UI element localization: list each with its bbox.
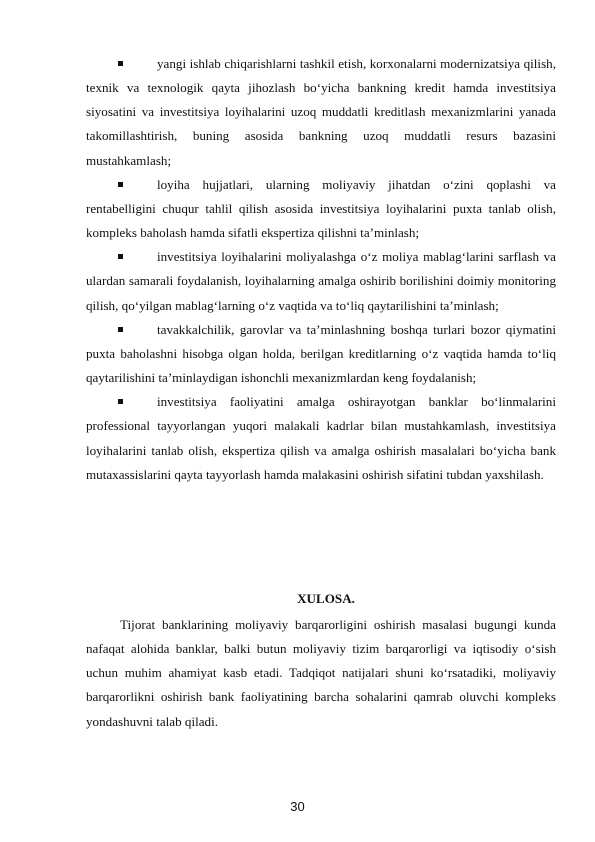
section-heading xyxy=(86,587,556,611)
list-item-text: loyiha hujjatlari, ularning moliyaviy jihatdan o‘zini qoplashi va rentabelligini chuqur tahlil qilish asosida investitsiya loyihalarini puxta tanlab olish, kompleks baholash hamda sifatli ekspertiza qilishni ta’minlash; xyxy=(86,176,556,241)
square-bullet-icon xyxy=(118,182,123,187)
square-bullet-icon xyxy=(118,327,123,332)
section-heading-text: XULOSA. xyxy=(297,591,355,606)
conclusion-section xyxy=(86,613,556,734)
list-item xyxy=(86,52,556,173)
list-item xyxy=(86,318,556,390)
list-item xyxy=(86,245,556,317)
list-item-text: investitsiya loyihalarini moliyalashga o‘z moliya mablag‘larini sarflash va ulardan samarali foydalanish, loyihalarning amalga oshirib borilishini doimiy monitoring qilish, qo‘yilgan mablag‘larning o‘z vaqtida va to‘liq qaytarilishini ta’minlash; xyxy=(86,249,556,313)
list-item-text: yangi ishlab chiqarishlarni tashkil etish, korxonalarni modernizatsiya qilish, texnik va texnologik qayta jihozlash bo‘yicha bankning kredit hamda investitsiya siyosatini va investitsiya loyihalarini uzoq muddatli kreditlash mexanizmlarini yanada takomillashtirish, buning asosida bankning uzoq muddatli resurs bazasini mustahkamlash; xyxy=(86,56,556,168)
page-number: 30 xyxy=(290,799,305,814)
list-item-text: investitsiya faoliyatini amalga oshirayotgan banklar bo‘linmalarini professional tayyorlangan yuqori malakali kadrlar bilan mustahkamlash, investitsiya loyihalarini tanlab olish, ekspertiza qilish va amalga oshirish masalalari bo‘yicha bank mutaxassislarini qayta tayyorlash hamda malakasini oshirish sifatini tubdan yaxshilash. xyxy=(86,394,556,482)
list-item xyxy=(86,173,556,245)
conclusion-paragraph: Tijorat banklarining moliyaviy barqarorligini oshirish masalasi bugungi kunda nafaqat alohida banklar, balki butun moliyaviy tizim barqarorligi va iqtisodiy o‘sish uchun muhim ahamiyat kasb etadi. Tadqiqot natijalari shuni ko‘rsatadiki, moliyaviy barqarorlikni oshirish bank faoliyatining barcha sohalarini qamrab oluvchi kompleks yondashuvni talab qiladi. xyxy=(86,617,556,729)
bullet-list xyxy=(86,52,556,487)
list-item-text: tavakkalchilik, garovlar va ta’minlashning boshqa turlari bozor qiymatini puxta baholashni hisobga olgan holda, berilgan kreditlarning o‘z vaqtida hamda to‘liq qaytarilishini ta’minlaydigan ishonchli mexanizmlardan keng foydalanish; xyxy=(86,321,556,386)
square-bullet-icon xyxy=(118,61,123,66)
square-bullet-icon xyxy=(118,254,123,259)
square-bullet-icon xyxy=(118,399,123,404)
list-item xyxy=(86,390,556,487)
